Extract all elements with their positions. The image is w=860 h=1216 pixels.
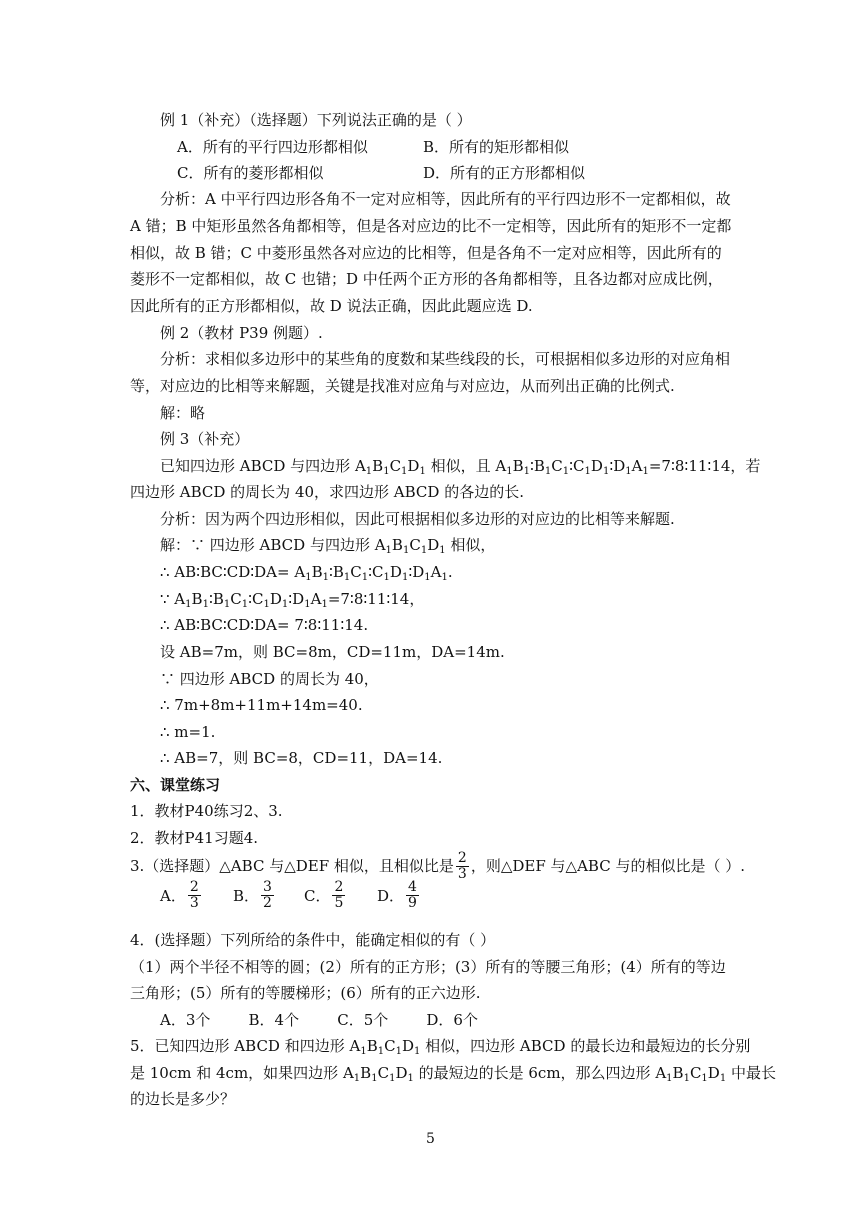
example-3-analysis: 分析：因为两个四边形相似，因此可根据相似多边形的对应边的比相等来解题. — [160, 510, 675, 528]
practice-item-4: 4．(选择题）下列所给的条件中，能确定相似的有（ ） — [130, 931, 496, 949]
option-a: A． $\frac{2}{3}$ — [160, 879, 199, 911]
example-2-analysis-line: 等，对应边的比相等来解题，关键是找准对应角与对应边，从而列出正确的比例式. — [130, 377, 675, 395]
example-3-question-line-2: 四边形 ABCD 的周长为 40，求四边形 ABCD 的各边的长. — [130, 483, 524, 501]
example-2-solution: 解：略 — [160, 404, 206, 422]
example-3-title: 例 3（补充） — [160, 430, 250, 448]
fraction: $\frac{2}{3}$ — [457, 849, 467, 882]
solution-step: ∴ m=1. — [160, 723, 216, 741]
option-d: D． $\frac{4}{9}$ — [377, 879, 417, 911]
example-1-question: 例 1（补充）（选择题）下列说法正确的是（ ） — [160, 111, 472, 129]
practice-item-4-options: A．3个 B．4个 C．5个 D．6个 — [160, 1011, 478, 1029]
option-b: B． $\frac{3}{2}$ — [233, 879, 272, 911]
example-1-analysis-line: A 错；B 中矩形虽然各角都相等，但是各对应边的比不一定相等，因此所有的矩形不一定都 — [130, 217, 732, 235]
example-3-question-line-1: 已知四边形 ABCD 与四边形 $A_1B_1C_1D_1$ 相似，且 $A_1B_1∶B_1C_1∶C_1D_1∶D_1A_1=7∶8∶11∶14$，若 — [160, 457, 761, 477]
practice-item-5-line-1: 5．已知四边形 ABCD 和四边形 $A_1B_1C_1D_1$ 相似，四边形 ABCD 的最长边和最短边的长分别 — [130, 1037, 751, 1057]
example-2-analysis-line: 分析：求相似多边形中的某些角的度数和某些线段的长，可根据相似多边形的对应角相 — [160, 350, 731, 368]
practice-item-4-line: 三角形；(5）所有的等腰梯形；(6）所有的正六边形. — [130, 984, 481, 1002]
solution-step: ∵ $A_1B_1∶B_1C_1∶C_1D_1∶D_1A_1=7∶8∶11∶14$， — [160, 590, 425, 610]
section-heading: 六、课堂练习 — [130, 776, 221, 794]
solution-step: ∵ 四边形 ABCD 的周长为 40， — [160, 670, 379, 688]
practice-item-3: 3.（选择题）△ABC 与△DEF 相似，且相似比是 $\frac{2}{3}$ ，则△DEF 与△ABC 与的相似比是（ ）. — [130, 849, 745, 882]
solution-step: 解：∵ 四边形 ABCD 与四边形 $A_1B_1C_1D_1$ 相似， — [160, 536, 496, 556]
practice-item-5-line-2: 是 10cm 和 4cm，如果四边形 $A_1B_1C_1D_1$ 的最短边的长是 6cm，那么四边形 $A_1B_1C_1D_1$ 中最长 — [130, 1064, 776, 1084]
example-2-question: 例 2（教材 P39 例题）. — [160, 324, 323, 342]
solution-step: ∴ 7m+8m+11m+14m=40. — [160, 696, 363, 714]
practice-item-2: 2．教材P41习题4. — [130, 829, 259, 847]
option-d: D．所有的正方形都相似 — [423, 164, 586, 182]
option-c: C．所有的菱形都相似 — [177, 164, 324, 182]
solution-step: ∴ AB=7，则 BC=8，CD=11，DA=14. — [160, 749, 443, 767]
example-1-analysis-line: 分析：A 中平行四边形各角不一定对应相等，因此所有的平行四边形不一定都相似，故 — [160, 190, 731, 208]
example-1-analysis-line: 相似，故 B 错；C 中菱形虽然各对应边的比相等，但是各角不一定对应相等，因此所有的 — [130, 244, 722, 262]
option-b: B．所有的矩形都相似 — [423, 138, 570, 156]
option-a: A．所有的平行四边形都相似 — [177, 138, 368, 156]
practice-item-1: 1．教材P40练习2、3. — [130, 802, 283, 820]
option-c: C． $\frac{2}{5}$ — [304, 879, 344, 911]
example-1-analysis-line: 因此所有的正方形都相似，故 D 说法正确，因此此题应选 D. — [130, 297, 533, 315]
practice-item-5-line-3: 的边长是多少？ — [130, 1090, 236, 1108]
page-number: 5 — [426, 1131, 435, 1147]
practice-item-4-line: （1）两个半径不相等的圆；(2）所有的正方形；(3）所有的等腰三角形；(4）所有的等边 — [130, 958, 726, 976]
solution-step: ∴ AB∶BC∶CD∶DA= 7∶8∶11∶14. — [160, 616, 369, 634]
example-1-analysis-line: 菱形不一定都相似，故 C 也错；D 中任两个正方形的各角都相等，且各边都对应成比例， — [130, 270, 723, 288]
solution-step: 设 AB=7m，则 BC=8m，CD=11m，DA=14m. — [160, 643, 505, 661]
solution-step: ∴ AB∶BC∶CD∶DA= $A_1B_1∶B_1C_1∶C_1D_1∶D_1A_1$. — [160, 563, 453, 583]
